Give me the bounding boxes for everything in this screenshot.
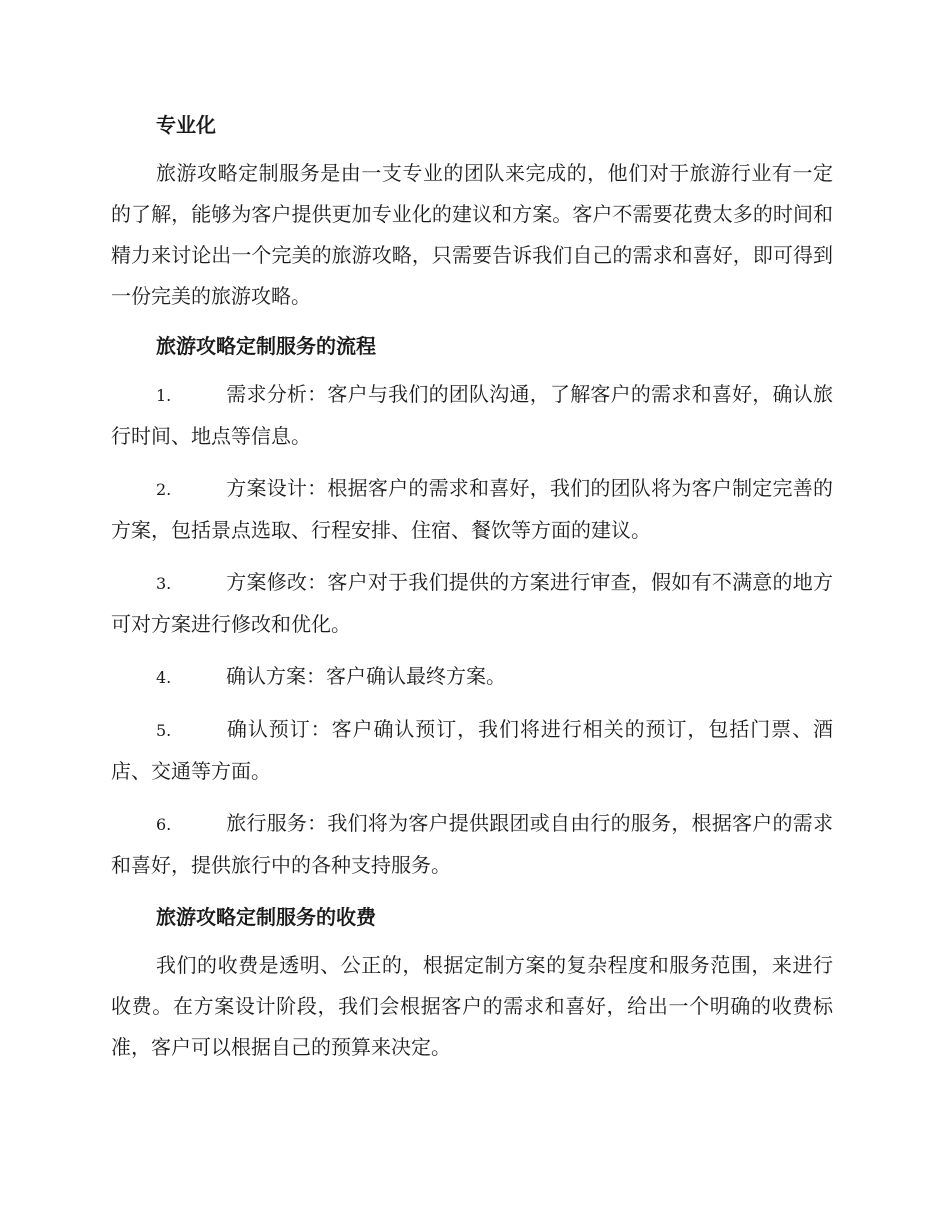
list-item-text: 旅行服务：我们将为客户提供跟团或自由行的服务，根据客户的需求和喜好，提供旅行中的各种支持服务。	[111, 811, 833, 877]
list-item-number: 1.	[156, 386, 172, 405]
paragraph-fees: 我们的收费是透明、公正的，根据定制方案的复杂程度和服务范围，来进行收费。在方案设计阶段，我们会根据客户的需求和喜好，给出一个明确的收费标准，客户可以根据自己的预算来决定。	[111, 953, 833, 1059]
section-heading-process: 旅游攻略定制服务的流程	[156, 334, 376, 358]
list-item-text: 确认预订：客户确认预订，我们将进行相关的预订，包括门票、酒店、交通等方面。	[111, 717, 833, 783]
section-heading-fees: 旅游攻略定制服务的收费	[156, 905, 376, 929]
list-item	[111, 709, 833, 792]
list-item	[111, 803, 833, 886]
list-item-text: 确认方案：客户确认最终方案。	[226, 664, 506, 688]
list-item-number: 2.	[156, 480, 172, 499]
document-page	[111, 105, 833, 1077]
list-item	[111, 468, 833, 551]
list-item-text: 方案设计：根据客户的需求和喜好，我们的团队将为客户制定完善的方案，包括景点选取、行程安排、住宿、餐饮等方面的建议。	[111, 476, 833, 542]
list-item-number: 4.	[156, 668, 172, 687]
section-heading-specialization: 专业化	[156, 113, 216, 137]
list-item-text: 需求分析：客户与我们的团队沟通，了解客户的需求和喜好，确认旅行时间、地点等信息。	[111, 382, 833, 448]
list-item	[111, 656, 833, 698]
list-item-number: 6.	[156, 815, 172, 834]
list-item	[111, 562, 833, 645]
list-item-number: 5.	[156, 721, 172, 740]
paragraph-specialization: 旅游攻略定制服务是由一支专业的团队来完成的，他们对于旅游行业有一定的了解，能够为客户提供更加专业化的建议和方案。客户不需要花费太多的时间和精力来讨论出一个完美的旅游攻略，只需要告诉我们自己的需求和喜好，即可得到一份完美的旅游攻略。	[111, 161, 833, 308]
list-item-number: 3.	[156, 574, 172, 593]
list-item	[111, 374, 833, 457]
list-item-text: 方案修改：客户对于我们提供的方案进行审查，假如有不满意的地方可对方案进行修改和优化。	[111, 570, 833, 636]
